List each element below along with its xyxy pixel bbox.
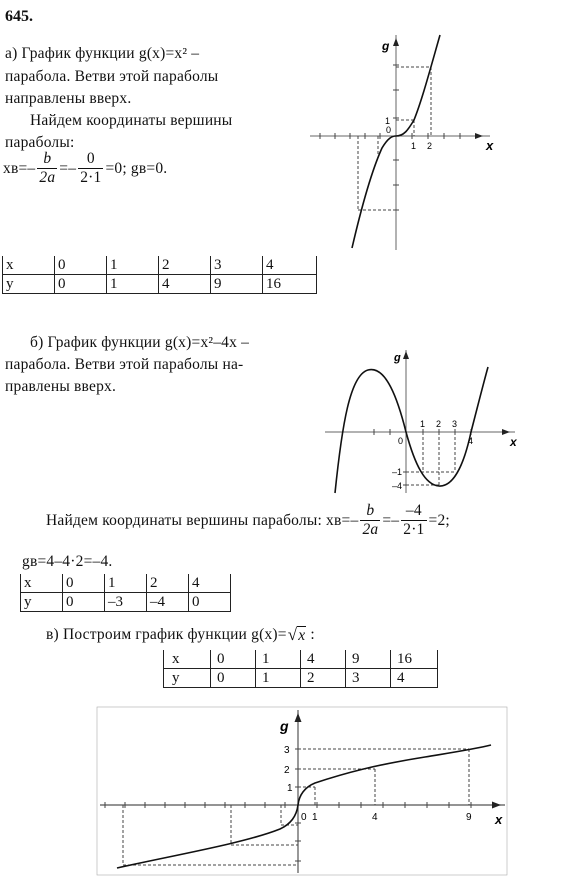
table-row xyxy=(3,275,317,294)
x-tick-label: 1 xyxy=(420,419,426,429)
guide-lines xyxy=(406,432,455,485)
frac-num: b xyxy=(37,150,57,169)
part-a-line3: направлены вверх. xyxy=(5,90,132,107)
table-cell: 4 xyxy=(159,275,211,294)
table-cell: x xyxy=(164,650,211,669)
table-cell: 2 xyxy=(159,256,211,275)
part-b-graph xyxy=(320,345,520,495)
sqrt-argument: x xyxy=(298,627,306,644)
table-cell: 2 xyxy=(301,669,346,688)
x-tick-label: 4 xyxy=(468,436,474,446)
formula-mid: =– xyxy=(59,159,77,177)
table-cell: 4 xyxy=(263,256,317,275)
formula-rhs: =2; xyxy=(428,511,450,529)
frac-num: b xyxy=(360,502,380,521)
frac-num: 0 xyxy=(78,150,103,169)
vertex-text: Найдем координаты вершины параболы: xв=– xyxy=(46,511,359,529)
part-b-vertex-formula xyxy=(46,502,450,539)
table-row xyxy=(3,256,317,275)
table-cell: –4 xyxy=(147,593,189,612)
origin-label: 0 xyxy=(386,125,392,135)
x-arrow-icon xyxy=(502,429,510,435)
part-a-table xyxy=(2,256,317,294)
table-cell: y xyxy=(21,593,63,612)
table-cell: 0 xyxy=(55,256,107,275)
fraction-0-2 xyxy=(78,150,103,187)
table-row xyxy=(21,574,231,593)
y-arrow-icon xyxy=(393,38,399,46)
guide-lines xyxy=(358,67,431,210)
y-tick-label: –1 xyxy=(392,467,403,477)
x-axis-label: x xyxy=(486,138,494,153)
table-cell: 1 xyxy=(105,574,147,593)
function-curve xyxy=(117,745,491,868)
x-arrow-icon xyxy=(475,133,483,139)
part-b-line1: б) График функции g(x)=x²–4x – xyxy=(30,334,250,351)
colon: : xyxy=(310,626,315,643)
table-cell: 4 xyxy=(189,574,231,593)
table-cell: 1 xyxy=(107,256,159,275)
fraction-b-2a xyxy=(360,502,380,539)
x-axis-label: x xyxy=(510,435,517,449)
guide-lines xyxy=(123,749,469,865)
table-cell: 9 xyxy=(211,275,263,294)
y-arrow-icon xyxy=(295,713,302,722)
frac-num: –4 xyxy=(401,502,426,521)
table-cell: 16 xyxy=(391,650,438,669)
origin-label: 0 xyxy=(301,812,307,823)
table-cell: 16 xyxy=(263,275,317,294)
formula-rhs: =0; gв=0. xyxy=(105,159,168,177)
table-cell: y xyxy=(3,275,55,294)
grid xyxy=(310,35,490,250)
table-row xyxy=(164,650,438,669)
y-arrow-icon xyxy=(403,351,409,359)
part-c-graph xyxy=(95,705,510,877)
table-cell: 0 xyxy=(63,574,105,593)
frac-den: 2a xyxy=(39,169,56,186)
fraction-neg4-2 xyxy=(401,502,426,539)
y-axis-label: g xyxy=(382,39,390,53)
origin-label: 0 xyxy=(398,436,404,446)
part-c-table xyxy=(163,650,438,688)
frac-den: 2·1 xyxy=(80,169,102,186)
table-cell: 3 xyxy=(211,256,263,275)
part-a-vertex-formula xyxy=(3,150,167,187)
part-c-heading: в) Построим график функции g(x)= xyxy=(46,626,287,643)
table-cell: 0 xyxy=(211,650,256,669)
part-b-table xyxy=(20,574,231,612)
x-axis-label: x xyxy=(495,812,503,827)
part-c-line1 xyxy=(46,625,315,645)
function-curve xyxy=(335,367,488,493)
graph-frame xyxy=(97,707,507,875)
part-b-gv-line: gв=4–4·2=–4. xyxy=(22,553,113,570)
x-tick-label: 1 xyxy=(312,812,318,823)
y-axis-label: g xyxy=(394,352,401,364)
x-arrow-icon xyxy=(492,802,501,809)
y-tick-label: –4 xyxy=(392,481,403,491)
table-row xyxy=(164,669,438,688)
part-b-line2: парабола. Ветви этой параболы на- xyxy=(5,356,244,373)
table-cell: 3 xyxy=(346,669,391,688)
x-tick-label: 2 xyxy=(436,419,442,429)
part-b-line3: правлены вверх. xyxy=(5,378,117,395)
y-tick-label: 2 xyxy=(284,765,290,776)
x-tick-label: 9 xyxy=(466,812,472,823)
table-cell: 0 xyxy=(55,275,107,294)
x-tick-label: 4 xyxy=(372,812,378,823)
part-a-line2: парабола. Ветви этой параболы xyxy=(5,68,219,85)
part-a-line1: а) График функции g(x)=x² – xyxy=(5,45,200,62)
table-cell: 4 xyxy=(391,669,438,688)
table-cell: 1 xyxy=(107,275,159,294)
table-cell: 2 xyxy=(147,574,189,593)
table-cell: 9 xyxy=(346,650,391,669)
x-tick-label: 1 xyxy=(411,141,417,151)
part-a-line4: Найдем координаты вершины xyxy=(30,112,233,129)
frac-den: 2·1 xyxy=(403,521,425,538)
part-a-line5: параболы: xyxy=(5,134,75,151)
y-tick-label: 1 xyxy=(287,783,293,794)
table-row xyxy=(21,593,231,612)
formula-mid: =– xyxy=(382,511,400,529)
table-cell: y xyxy=(164,669,211,688)
table-cell: 1 xyxy=(256,669,301,688)
table-cell: x xyxy=(21,574,63,593)
y-tick-label: 1 xyxy=(385,116,391,126)
table-cell: –3 xyxy=(105,593,147,612)
table-cell: 0 xyxy=(211,669,256,688)
x-tick-label: 2 xyxy=(427,141,433,151)
frac-den: 2a xyxy=(362,521,379,538)
table-cell: 0 xyxy=(189,593,231,612)
part-a-graph xyxy=(300,30,500,252)
table-cell: x xyxy=(3,256,55,275)
x-tick-label: 3 xyxy=(452,419,458,429)
table-cell: 4 xyxy=(301,650,346,669)
table-cell: 1 xyxy=(256,650,301,669)
table-cell: 0 xyxy=(63,593,105,612)
sqrt-icon: √ xyxy=(287,625,298,644)
y-tick-label: 3 xyxy=(284,745,290,756)
problem-number: 645. xyxy=(5,8,33,25)
y-axis-label: g xyxy=(280,718,289,734)
fraction-b-2a xyxy=(37,150,57,187)
formula-lhs: xв=– xyxy=(3,159,36,177)
